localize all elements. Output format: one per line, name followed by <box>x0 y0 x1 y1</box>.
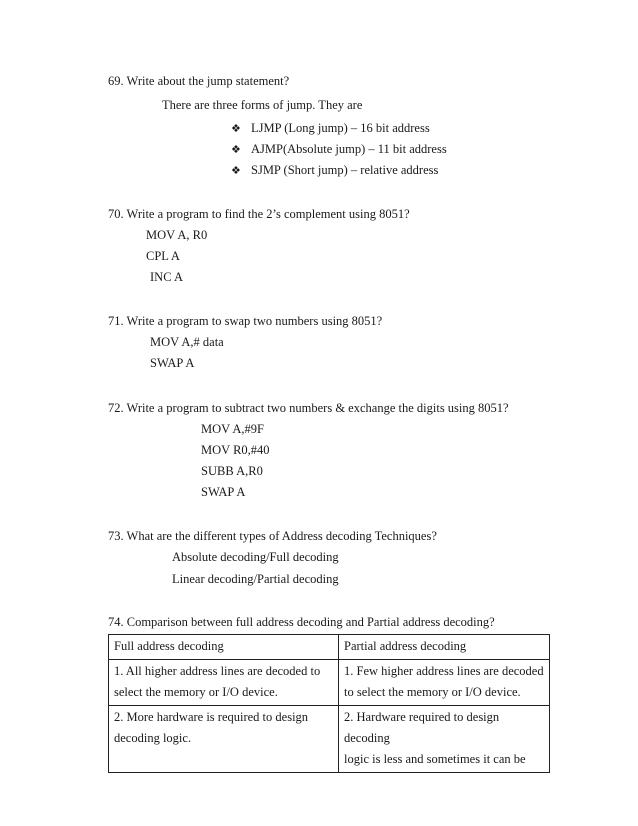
table-cell <box>109 660 339 706</box>
q72-code-line: MOV R0,#40 <box>201 443 270 457</box>
q69-bullet-item <box>231 162 438 179</box>
table-cell <box>339 706 550 773</box>
table-cell-line: 1. All higher address lines are decoded to <box>114 664 321 678</box>
q71-code-line: SWAP A <box>150 356 195 370</box>
comparison-table <box>108 634 550 773</box>
q73-question: 73. What are the different types of Address decoding Techniques? <box>108 529 437 543</box>
table-cell-line: 2. More hardware is required to design <box>114 710 309 724</box>
table-cell-line: 1. Few higher address lines are decoded <box>344 664 544 678</box>
q72-code-line: SUBB A,R0 <box>201 464 263 478</box>
q69-bullet-text: AJMP(Absolute jump) – 11 bit address <box>251 142 447 156</box>
q73-item: Linear decoding/Partial decoding <box>172 572 339 586</box>
q71-question: 71. Write a program to swap two numbers using 8051? <box>108 314 383 328</box>
table-cell-line: to select the memory or I/O device. <box>344 685 521 699</box>
q69-question: 69. Write about the jump statement? <box>108 74 290 88</box>
table-header-cell: Full address decoding <box>109 635 339 660</box>
q69-intro: There are three forms of jump. They are <box>162 98 363 112</box>
table-cell-line: select the memory or I/O device. <box>114 685 278 699</box>
q72-code-line: MOV A,#9F <box>201 422 264 436</box>
q72-code-line: SWAP A <box>201 485 246 499</box>
table-row <box>109 660 550 706</box>
q69-bullet-text: SJMP (Short jump) – relative address <box>251 163 439 177</box>
table-header-cell: Partial address decoding <box>339 635 550 660</box>
q70-code-line: MOV A, R0 <box>146 228 208 242</box>
table-row <box>109 706 550 773</box>
q69-bullet-item <box>231 141 447 158</box>
table-cell-line: decoding logic. <box>114 731 192 745</box>
table-cell <box>109 706 339 773</box>
diamond-bullet-icon: ❖ <box>231 164 241 177</box>
q71-code-line: MOV A,# data <box>150 335 224 349</box>
q70-code-line: CPL A <box>146 249 180 263</box>
q69-bullet-item <box>231 120 430 137</box>
q70-code-line: INC A <box>150 270 183 284</box>
table-cell-line: 2. Hardware required to design decoding <box>344 710 500 745</box>
table-cell-line: logic is less and sometimes it can be <box>344 752 526 766</box>
q70-question: 70. Write a program to find the 2’s complement using 8051? <box>108 207 410 221</box>
q72-question: 72. Write a program to subtract two numbers & exchange the digits using 8051? <box>108 401 509 415</box>
diamond-bullet-icon: ❖ <box>231 122 241 135</box>
q69-bullet-text: LJMP (Long jump) – 16 bit address <box>251 121 430 135</box>
diamond-bullet-icon: ❖ <box>231 143 241 156</box>
table-header-row <box>109 635 550 660</box>
q73-item: Absolute decoding/Full decoding <box>172 550 339 564</box>
q74-question: 74. Comparison between full address decoding and Partial address decoding? <box>108 615 495 629</box>
table-cell <box>339 660 550 706</box>
